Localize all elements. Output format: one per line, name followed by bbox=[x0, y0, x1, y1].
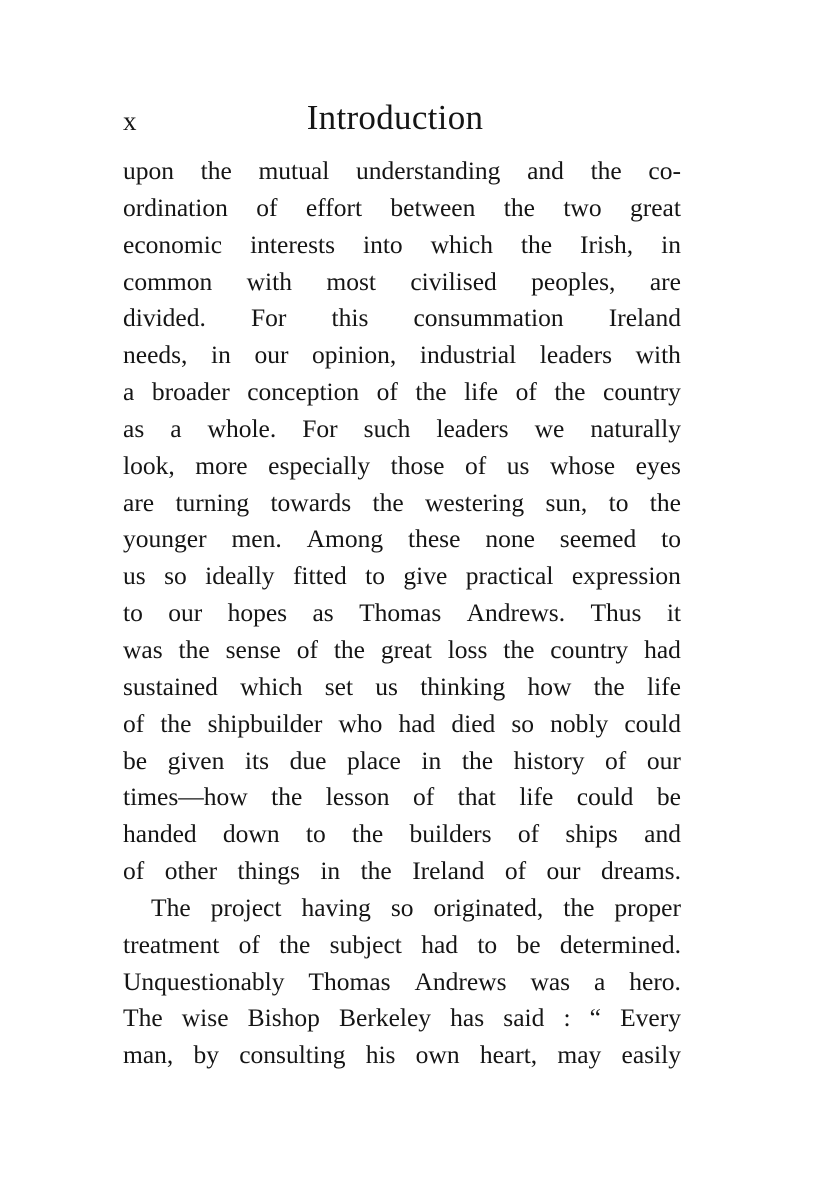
paragraph bbox=[123, 890, 681, 1074]
text-line: ordination of effort between the two great bbox=[123, 192, 681, 222]
text-line: upon the mutual understanding and the co- bbox=[123, 156, 681, 185]
text-line: are turning towards the westering sun, to the bbox=[123, 487, 681, 517]
text-line: handed down to the builders of ships and bbox=[123, 819, 681, 849]
text-line: man, by consulting his own heart, may easily bbox=[123, 1040, 681, 1070]
text-line: be given its due place in the history of our bbox=[123, 745, 681, 775]
text-line: was the sense of the great loss the country had bbox=[123, 634, 681, 664]
text-line: us so ideally fitted to give practical expression bbox=[123, 561, 681, 591]
text-line: needs, in our opinion, industrial leaders with bbox=[123, 340, 681, 370]
text-line: of the shipbuilder who had died so nobly could bbox=[123, 708, 681, 738]
text-line: look, more especially those of us whose eyes bbox=[123, 450, 681, 480]
text-line: younger men. Among these none seemed to bbox=[123, 524, 681, 554]
text-line: times—how the lesson of that life could be bbox=[123, 782, 681, 812]
text-line: The project having so originated, the proper bbox=[151, 892, 681, 922]
body-text bbox=[123, 153, 681, 1074]
text-line: divided. For this consummation Ireland bbox=[123, 303, 681, 333]
text-line: economic interests into which the Irish, in bbox=[123, 229, 681, 259]
text-line: treatment of the subject had to be determined. bbox=[123, 929, 681, 959]
running-title: Introduction bbox=[306, 98, 484, 137]
paragraph bbox=[123, 153, 681, 890]
text-line: sustained which set us thinking how the life bbox=[123, 671, 681, 701]
text-line: The wise Bishop Berkeley has said : “ Every bbox=[123, 1003, 681, 1033]
text-line: common with most civilised peoples, are bbox=[123, 266, 681, 296]
text-line: a broader conception of the life of the country bbox=[123, 377, 681, 407]
text-line: to our hopes as Thomas Andrews. Thus it bbox=[123, 598, 681, 628]
page-number: x bbox=[123, 106, 137, 136]
text-line: as a whole. For such leaders we naturally bbox=[123, 413, 681, 443]
text-line: Unquestionably Thomas Andrews was a hero. bbox=[123, 966, 681, 996]
text-line: of other things in the Ireland of our dreams. bbox=[123, 856, 681, 886]
